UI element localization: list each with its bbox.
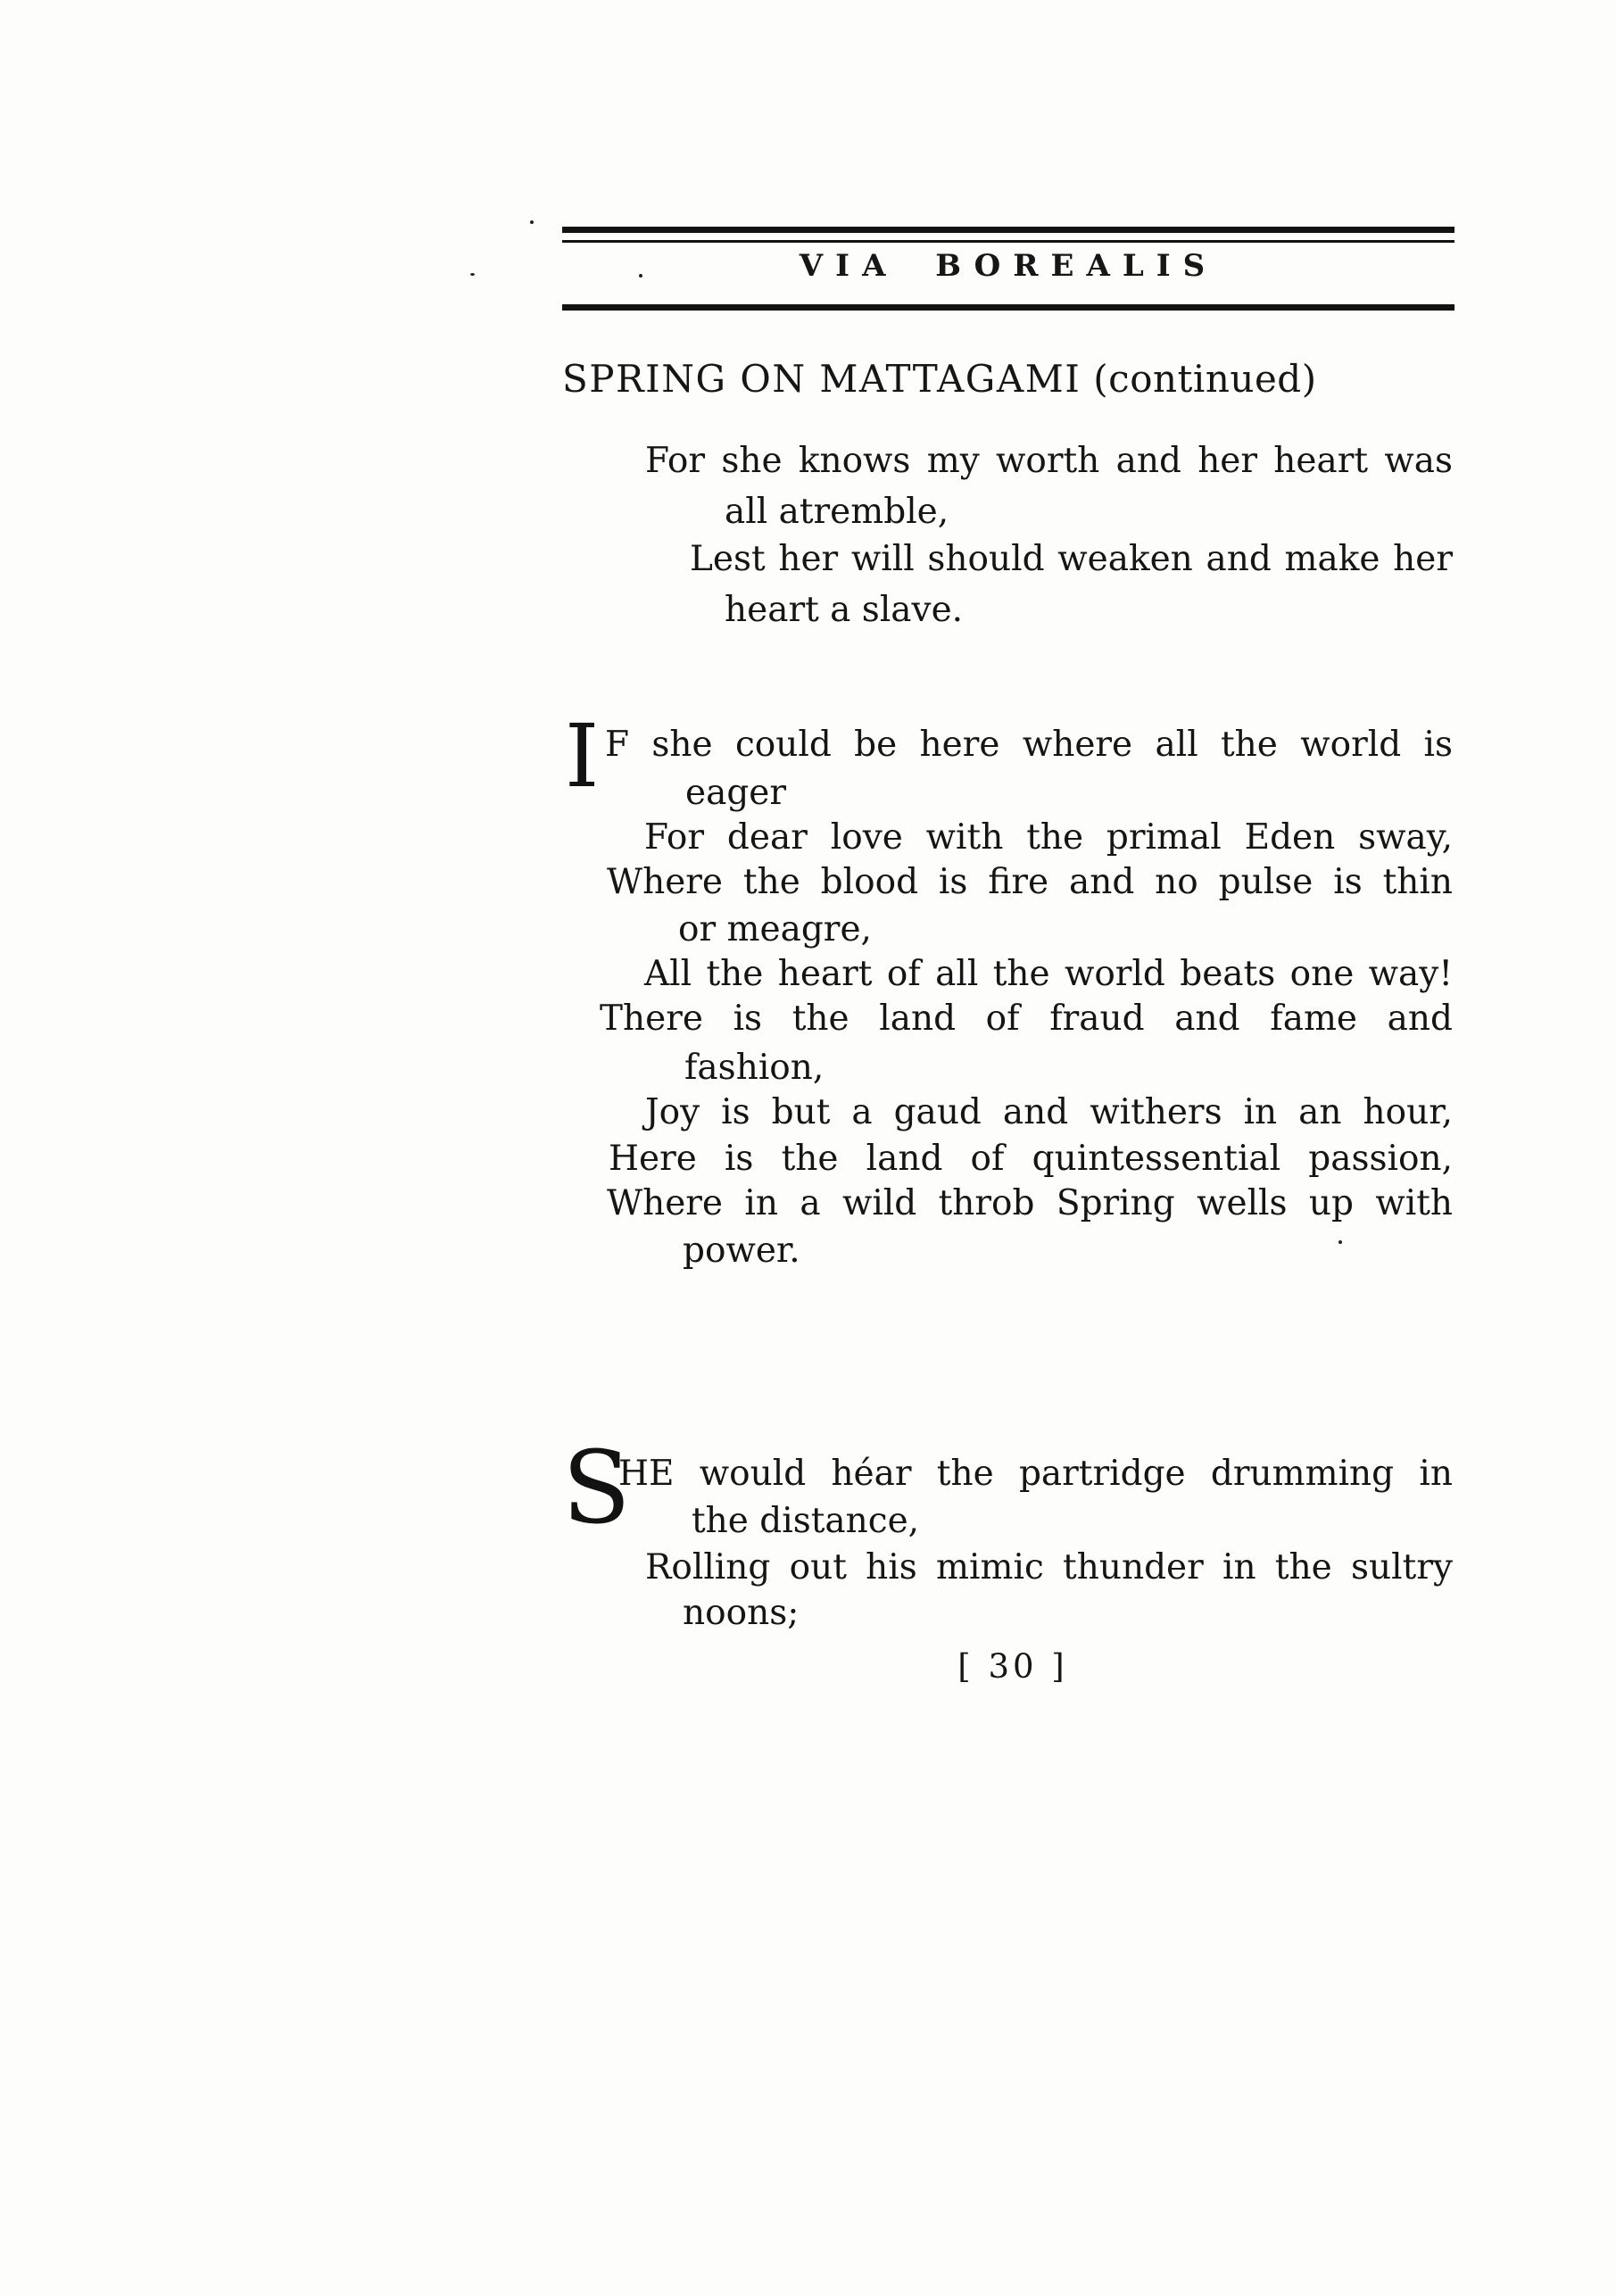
scan-speck [470,273,475,276]
poem-line: all atremble, [725,492,949,532]
poem-line: Lest her will should weaken and make her [690,539,1453,579]
poem-line: For dear love with the primal Eden sway, [644,817,1453,858]
poem-title-main: SPRING ON MATTAGAMI [562,357,1081,401]
poem-line: Here is the land of quintessential passion, [609,1139,1453,1179]
scan-speck [639,274,642,278]
drop-cap-s: S [562,1430,631,1546]
poem-title [562,357,1317,401]
header-rule-thick-top [562,227,1454,233]
header-rule-thin-top [562,240,1454,243]
poem-line: For she knows my worth and her heart was [645,441,1453,481]
poem-line: HE would héar the partridge drumming in [618,1454,1453,1494]
poem-line: the distance, [692,1501,920,1541]
poem-line: Joy is but a gaud and withers in an hour, [645,1092,1453,1132]
poem-line: noons; [683,1593,800,1633]
scan-speck [1338,1240,1342,1244]
poem-line: All the heart of all the world beats one way! [644,954,1453,994]
drop-cap-i: I [565,706,600,807]
poem-line: There is the land of fraud and fame and [600,999,1453,1039]
poem-line: Where in a wild throb Spring wells up with [607,1183,1453,1223]
running-head: VIA BOREALIS [799,248,1218,284]
poem-line: F she could be here where all the world is [605,725,1453,765]
page-number: [ 30 ] [957,1647,1068,1686]
poem-line: or meagre, [678,909,872,949]
poem-line: Where the blood is fire and no pulse is thin [607,862,1453,902]
poem-line: eager [685,773,787,813]
poem-title-continued: (continued) [1093,357,1317,401]
scan-speck [530,220,534,224]
poem-line: fashion, [684,1048,825,1088]
poem-line: Rolling out his mimic thunder in the sultry [645,1547,1453,1587]
header-rule-bottom [562,304,1454,311]
poem-line: power. [683,1231,800,1271]
poem-line: heart a slave. [725,590,964,630]
